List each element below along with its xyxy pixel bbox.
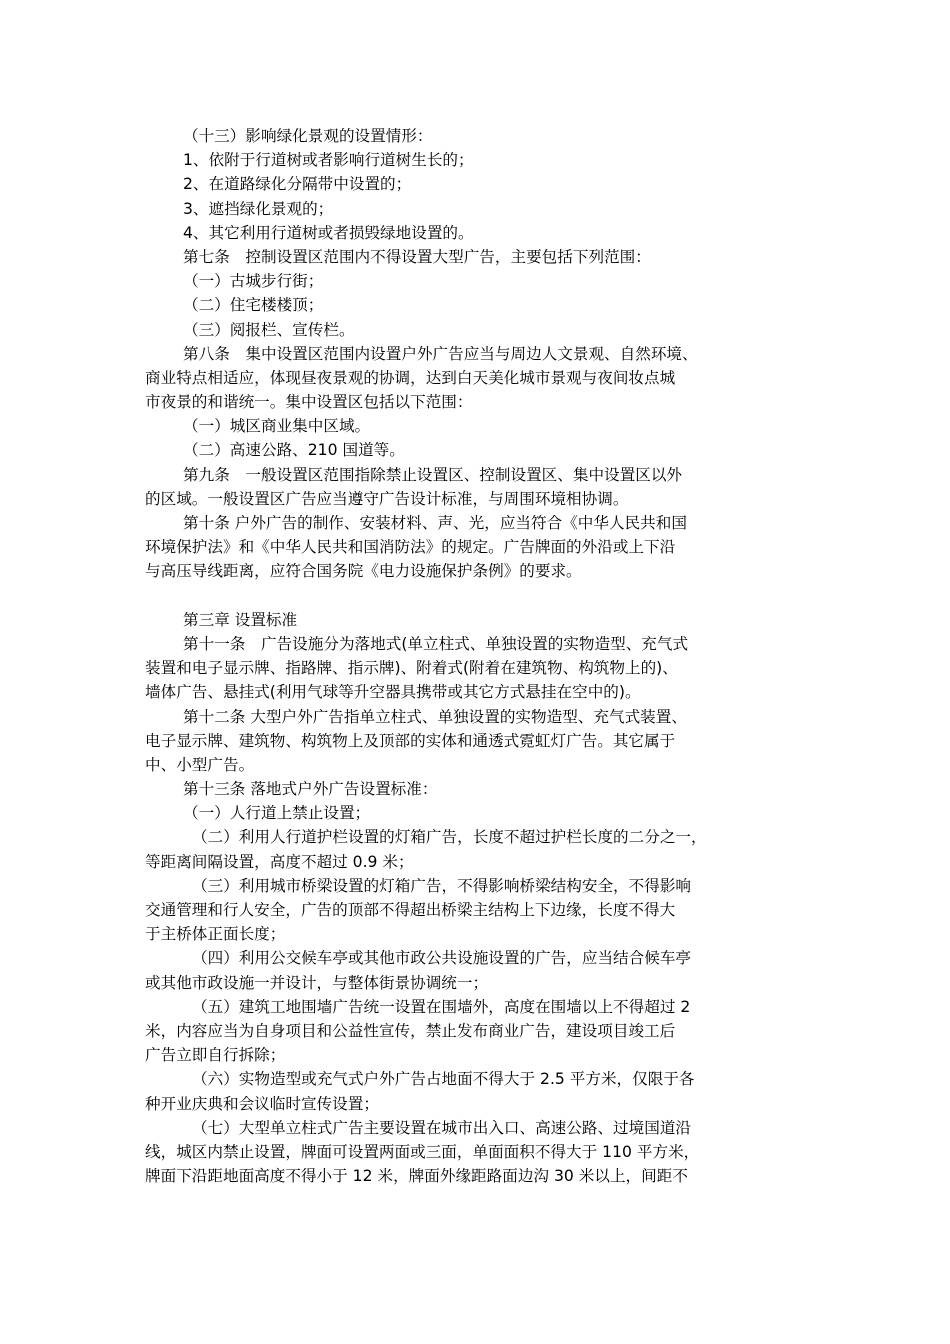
article-13-item-6-line-1: （六）实物造型或充气式户外广告占地面不得大于 2.5 平方米，仅限于各	[192, 1070, 695, 1089]
article-13-item-7-line-2: 线，城区内禁止设置，牌面可设置两面或三面，单面面积不得大于 110 平方米，	[145, 1142, 700, 1161]
article-11-line-3: 墙体广告、悬挂式(利用气球等升空器具携带或其它方式悬挂在空中的)。	[145, 683, 641, 702]
article-7: 第七条 控制设置区范围内不得设置大型广告，主要包括下列范围：	[183, 247, 651, 266]
article-7-item-1: （一）古城步行街；	[183, 272, 324, 291]
article-8-item-1: （一）城区商业集中区域。	[183, 417, 371, 436]
article-11-line-1: 第十一条 广告设施分为落地式(单立柱式、单独设置的实物造型、充气式	[183, 634, 689, 653]
article-13-item-6-line-2: 种开业庆典和会议临时宣传设置；	[145, 1094, 379, 1113]
clause-13-item-1: 1、依附于行道树或者影响行道树生长的；	[183, 151, 474, 170]
article-10-line-3: 与高压导线距离，应符合国务院《电力设施保护条例》的要求。	[145, 562, 582, 581]
article-7-item-3: （三）阅报栏、宣传栏。	[183, 320, 355, 339]
article-8-line-3: 市夜景的和谐统一。集中设置区包括以下范围：	[145, 393, 473, 412]
article-8-line-2: 商业特点相适应，体现昼夜景观的协调，达到白天美化城市景观与夜间妆点城	[145, 368, 676, 387]
article-10-line-1: 第十条 户外广告的制作、安装材料、声、光，应当符合《中华人民共和国	[183, 514, 687, 532]
article-13-item-2-line-1: （二）利用人行道护栏设置的灯箱广告，长度不超过护栏长度的二分之一，	[192, 828, 707, 847]
article-13-item-3-line-3: 于主桥体正面长度；	[145, 925, 286, 944]
article-12-line-3: 中、小型广告。	[145, 755, 255, 774]
article-13-item-5-line-1: （五）建筑工地围墙广告统一设置在围墙外，高度在围墙以上不得超过 2	[192, 997, 691, 1016]
clause-13-item-3: 3、遮挡绿化景观的；	[183, 199, 334, 218]
chapter-3-heading: 第三章 设置标准	[183, 610, 298, 629]
document-page	[145, 124, 810, 1188]
article-9-line-2: 的区域。一般设置区广告应当遵守广告设计标准，与周围环境相协调。	[145, 489, 629, 508]
clause-13-item-2: 2、在道路绿化分隔带中设置的；	[183, 175, 412, 194]
clause-13-item-4: 4、其它利用行道树或者损毁绿地设置的。	[183, 223, 474, 242]
article-12-line-2: 电子显示牌、建筑物、构筑物上及顶部的实体和通透式霓虹灯广告。其它属于	[145, 731, 676, 750]
article-12-line-1: 第十二条 大型户外广告指单立柱式、单独设置的实物造型、充气式装置、	[183, 707, 687, 726]
article-9-line-1: 第九条 一般设置区范围指除禁止设置区、控制设置区、集中设置区以外	[183, 465, 683, 484]
article-11-line-2: 装置和电子显示牌、指路牌、指示牌)、附着式(附着在建筑物、构筑物上的)、	[145, 659, 678, 678]
clause-13-heading: （十三）影响绿化景观的设置情形：	[183, 127, 433, 145]
article-8-line-1: 第八条 集中设置区范围内设置户外广告应当与周边人文景观、自然环境、	[183, 344, 698, 363]
article-13-item-7-line-1: （七）大型单立柱式广告主要设置在城市出入口、高速公路、过境国道沿	[192, 1118, 692, 1137]
article-13-item-7-line-3: 牌面下沿距地面高度不得小于 12 米，牌面外缘距路面边沟 30 米以上，间距不	[145, 1167, 688, 1186]
article-13-item-2-line-2: 等距离间隔设置，高度不超过 0.9 米；	[145, 852, 414, 871]
section-spacer	[145, 584, 810, 608]
article-13-item-5-line-2: 米，内容应当为自身项目和公益性宣传，禁止发布商业广告，建设项目竣工后	[145, 1021, 676, 1040]
article-13-item-3-line-2: 交通管理和行人安全，广告的顶部不得超出桥梁主结构上下边缘，长度不得大	[145, 901, 676, 919]
article-7-item-2: （二）住宅楼楼顶；	[183, 296, 324, 315]
article-13-item-1: （一）人行道上禁止设置；	[183, 804, 371, 823]
article-13-item-5-line-3: 广告立即自行拆除；	[145, 1046, 286, 1065]
article-10-line-2: 环境保护法》和《中华人民共和国消防法》的规定。广告牌面的外沿或上下沿	[145, 538, 676, 557]
article-13-item-4-line-2: 或其他市政设施一并设计，与整体街景协调统一；	[145, 973, 489, 992]
article-13-item-4-line-1: （四）利用公交候车亭或其他市政公共设施设置的广告，应当结合候车亭	[192, 949, 692, 968]
article-8-item-2: （二）高速公路、210 国道等。	[183, 441, 405, 460]
article-13-heading: 第十三条 落地式户外广告设置标准：	[183, 780, 438, 799]
article-13-item-3-line-1: （三）利用城市桥梁设置的灯箱广告，不得影响桥梁结构安全，不得影响	[192, 876, 692, 895]
